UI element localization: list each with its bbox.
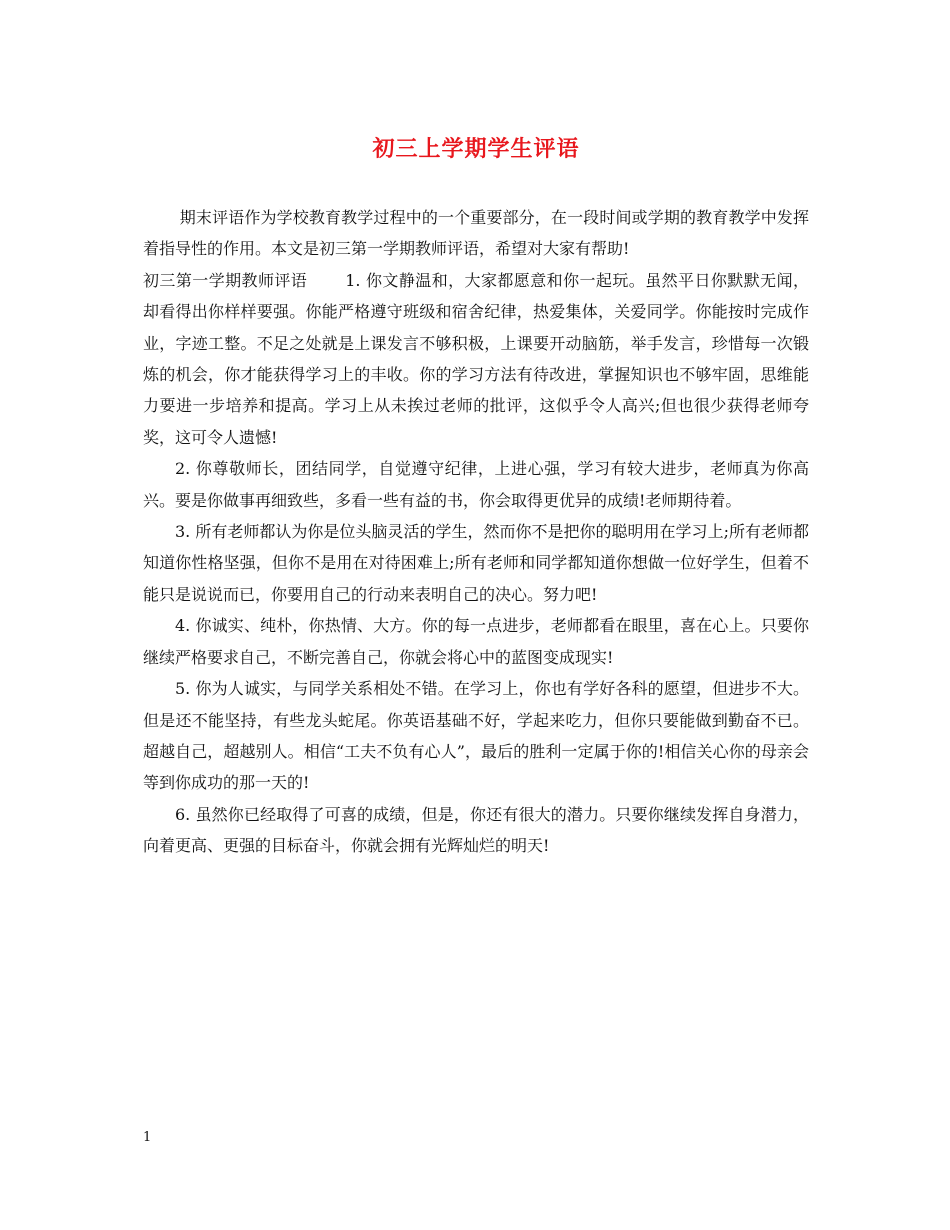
intro-paragraph: 期末评语作为学校教育教学过程中的一个重要部分，在一段时间或学期的教育教学中发挥着指导性的作用。本文是初三第一学期教师评语，希望对大家有帮助! xyxy=(143,208,809,259)
comment-item-2: 2. 你尊敬师长，团结同学，自觉遵守纪律，上进心强，学习有较大进步，老师真为你高兴。要是你做事再细致些，多看一些有益的书，你会取得更优异的成绩!老师期待着。 xyxy=(143,459,809,510)
comment-item-1: 1. 你文静温和，大家都愿意和你一起玩。虽然平日你默默无闻，却看得出你样样要强。你能严格遵守班级和宿舍纪律，热爱集体，关爱同学。你能按时完成作业，字迹工整。不足之处就是上课发言不够积极，上课要开动脑筋，举手发言，珍惜每一次锻炼的机会，你才能获得学习上的丰收。你的学习方法有待改进，掌握知识也不够牢固，思维能力要进一步培养和提高。学习上从未挨过老师的批评，这似乎令人高兴;但也很少获得老师夸奖，这可令人遗憾! xyxy=(143,270,809,447)
document-page xyxy=(143,0,809,1230)
page-number: 1 xyxy=(143,1130,152,1145)
document-body xyxy=(143,202,809,862)
comment-item-4: 4. 你诚实、纯朴，你热情、大方。你的每一点进步，老师都看在眼里，喜在心上。只要你继续严格要求自己，不断完善自己，你就会将心中的蓝图变成现实! xyxy=(143,616,809,667)
document-title: 初三上学期学生评语 xyxy=(372,136,580,162)
section-paragraph-1 xyxy=(143,265,809,453)
comment-item-5: 5. 你为人诚实，与同学关系相处不错。在学习上，你也有学好各科的愿望，但进步不大。但是还不能坚持，有些龙头蛇尾。你英语基础不好，学起来吃力，但你只要能做到勤奋不已。超越自己，超越别人。相信“工夫不负有心人”，最后的胜利一定属于你的!相信关心你的母亲会等到你成功的那一天的! xyxy=(143,679,809,793)
comment-item-6: 6. 虽然你已经取得了可喜的成绩，但是，你还有很大的潜力。只要你继续发挥自身潜力，向着更高、更强的目标奋斗，你就会拥有光辉灿烂的明天! xyxy=(143,804,809,856)
comment-item-3: 3. 所有老师都认为你是位头脑灵活的学生，然而你不是把你的聪明用在学习上;所有老师都知道你性格坚强，但你不是用在对待困难上;所有老师和同学都知道你想做一位好学生，但着不能只是说说而已，你要用自己的行动来表明自己的决心。努力吧! xyxy=(143,522,809,604)
section-heading: 初三第一学期教师评语 xyxy=(143,270,308,290)
